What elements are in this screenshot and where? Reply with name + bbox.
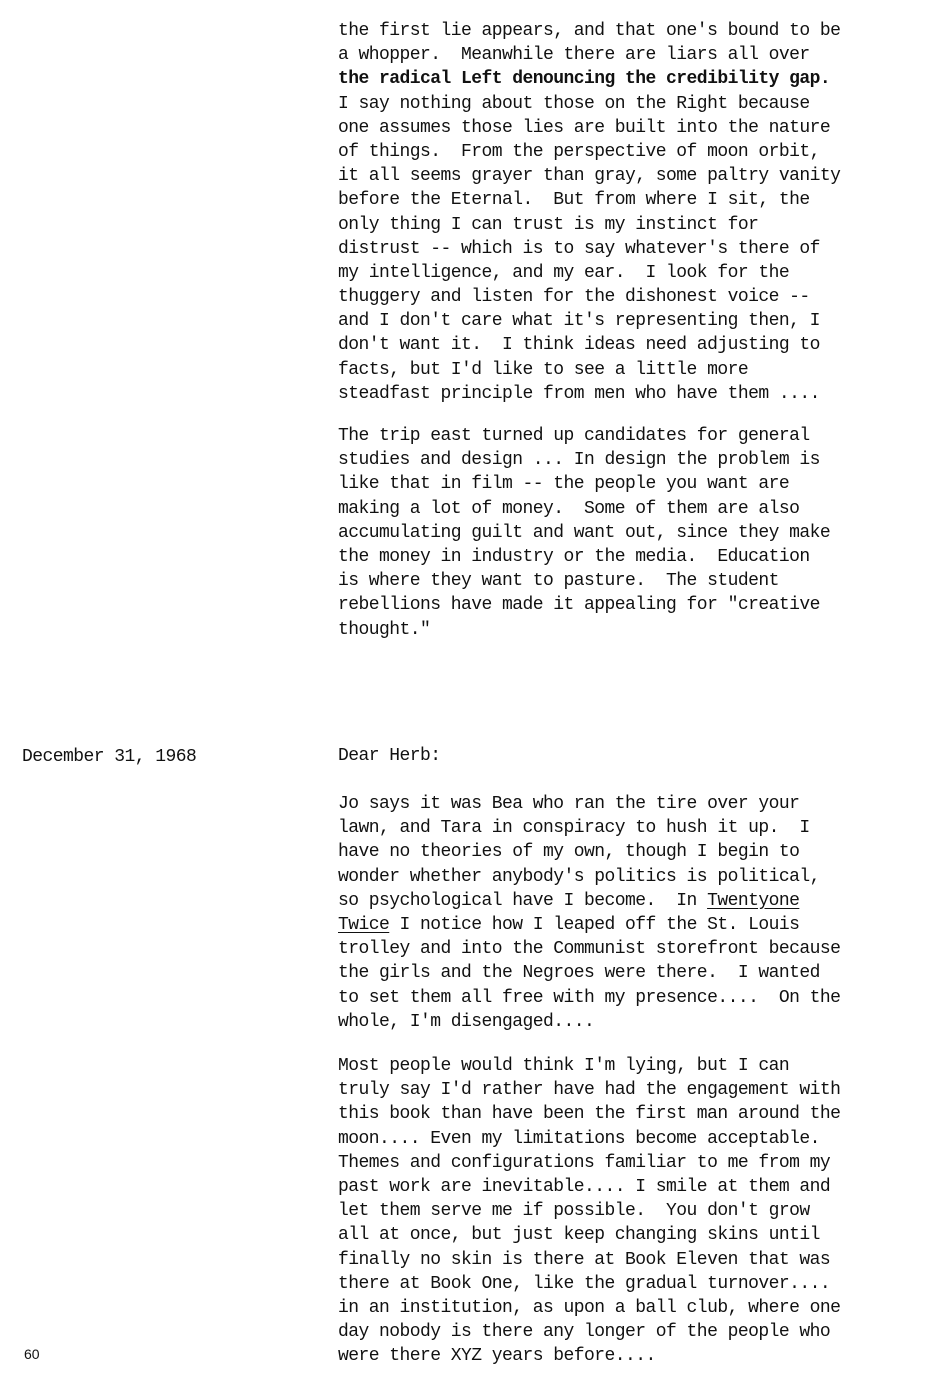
text-line: before the Eternal. But from where I sit, the [338, 190, 810, 211]
text-line: have no theories of my own, though I begin to [338, 842, 800, 863]
text-line: to set them all free with my presence.... On the [338, 987, 841, 1008]
book-title-part: Twentyone [707, 890, 800, 911]
text-line: facts, but I'd like to see a little more [338, 359, 749, 380]
letter-date: December 31, 1968 [22, 747, 197, 767]
text-line: finally no skin is there at Book Eleven that was [338, 1249, 831, 1270]
text-line: this book than have been the first man around the [338, 1104, 841, 1125]
text-line: and I don't care what it's representing then, I [338, 311, 820, 332]
text-line: it all seems grayer than gray, some paltry vanity [338, 166, 841, 187]
continuation-paragraph-1 [338, 19, 918, 406]
text-line: Themes and configurations familiar to me from my [338, 1152, 831, 1173]
salutation-text: Dear Herb: [338, 746, 441, 766]
text-line: don't want it. I think ideas need adjusting to [338, 335, 820, 356]
text-line: the money in industry or the media. Education [338, 546, 810, 567]
text-line: in an institution, as upon a ball club, where one [338, 1297, 841, 1318]
text-line: I say nothing about those on the Right because [338, 93, 810, 114]
text-line: a whopper. Meanwhile there are liars all over [338, 45, 810, 66]
text-line: trolley and into the Communist storefront because [338, 939, 841, 960]
text-line: whole, I'm disengaged.... [338, 1011, 595, 1032]
text-line: wonder whether anybody's politics is political, [338, 866, 820, 887]
text-line: The trip east turned up candidates for general [338, 426, 810, 446]
text-line: making a lot of money. Some of them are also [338, 498, 800, 519]
text-line: one assumes those lies are built into the nature [338, 117, 831, 138]
text-line: the radical Left denouncing the credibility gap. [338, 69, 831, 90]
text-line: my intelligence, and my ear. I look for the [338, 262, 790, 283]
page-number: 60 [24, 1346, 40, 1362]
text-line: thuggery and listen for the dishonest voice -- [338, 287, 810, 308]
text-line: of things. From the perspective of moon orbit, [338, 141, 820, 162]
text-line: only thing I can trust is my instinct for [338, 214, 759, 235]
text-line: truly say I'd rather have had the engagement with [338, 1080, 841, 1101]
text-line: distrust -- which is to say whatever's there of [338, 238, 820, 259]
text-line: rebellions have made it appealing for "creative [338, 595, 820, 616]
continuation-paragraph-2 [338, 424, 918, 642]
text-line: past work are inevitable.... I smile at them and [338, 1176, 831, 1197]
text-line [338, 889, 918, 913]
text-line: Jo says it was Bea who ran the tire over your [338, 794, 800, 814]
text-line: lawn, and Tara in conspiracy to hush it up. I [338, 818, 810, 839]
text-line: the first lie appears, and that one's bound to be [338, 21, 841, 41]
text-fragment: I notice how I leaped off the St. Louis [389, 914, 800, 935]
text-line: were there XYZ years before.... [338, 1346, 656, 1367]
text-line: the girls and the Negroes were there. I wanted [338, 963, 820, 984]
letter-paragraph-1 [338, 792, 918, 1034]
text-line: studies and design ... In design the problem is [338, 450, 820, 471]
letter-paragraph-2 [338, 1054, 918, 1368]
text-line: thought." [338, 619, 431, 640]
text-line: is where they want to pasture. The student [338, 571, 779, 592]
text-line: steadfast principle from men who have them .... [338, 383, 820, 404]
text-line [338, 913, 918, 937]
book-title-part: Twice [338, 914, 390, 935]
text-line: Most people would think I'm lying, but I can [338, 1056, 790, 1076]
letter-salutation [338, 744, 918, 768]
text-fragment: so psychological have I become. In [338, 890, 708, 911]
text-line: all at once, but just keep changing skins until [338, 1225, 820, 1246]
text-line: let them serve me if possible. You don't grow [338, 1201, 810, 1222]
text-line: moon.... Even my limitations become acceptable. [338, 1128, 820, 1149]
text-line: day nobody is there any longer of the people who [338, 1322, 831, 1343]
text-line: there at Book One, like the gradual turnover.... [338, 1273, 831, 1294]
text-line: accumulating guilt and want out, since they make [338, 522, 831, 543]
text-line: like that in film -- the people you want are [338, 474, 790, 495]
